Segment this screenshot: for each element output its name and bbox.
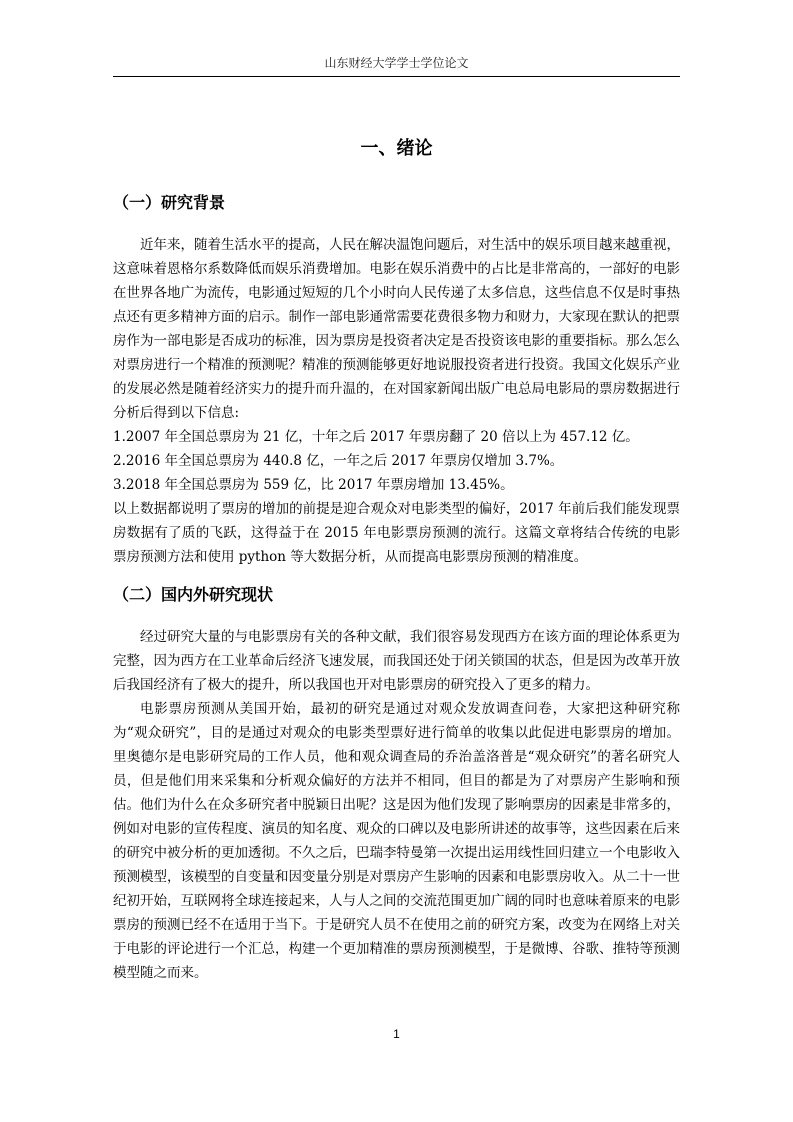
paragraph: 近年来，随着生活水平的提高，人民在解决温饱问题后，对生活中的娱乐项目越来越重视，这意味着恩格尔系数降低而娱乐消费增加。电影在娱乐消费中的占比是非常高的，一部好的电影在世界各地广为流传，电影通过短短的几个小时向人民传递了太多信息，这些信息不仅是时事热点还有更多精神方面的启示。制作一部电影通常需要花费很多物力和财力，大家现在默认的把票房作为一部电影是否成功的标准，因为票房是投资者决定是否投资该电影的重要指标。那么怎么对票房进行一个精准的预测呢？精准的预测能够更好地说服投资者进行投资。我国文化娱乐产业的发展必然是随着经济实力的提升而升温的，在对国家新闻出版广电总局电影局的票房数据进行分析后得到以下信息:	[113, 237, 680, 421]
page-number: 1	[393, 1027, 400, 1041]
chapter-title: 一、绪论	[360, 138, 433, 159]
section-body-research-status	[113, 625, 680, 985]
list-item: 3.2018 年全国总票房为 559 亿，比 2017 年票房增加 13.45%。	[113, 477, 514, 493]
section-title-background: （一）研究背景	[113, 193, 226, 212]
section-title-research-status: （二）国内外研究现状	[113, 585, 274, 604]
running-header: 山东财经大学学士学位论文	[324, 56, 469, 70]
paragraph: 经过研究大量的与电影票房有关的各种文献，我们很容易发现西方在该方面的理论体系更为完整，因为西方在工业革命后经济飞速发展，而我国还处于闭关锁国的状态，但是因为改革开放后我国经济有了极大的提升，所以我国也开对电影票房的研究投入了更多的精力。	[113, 629, 680, 693]
paragraph: 以上数据都说明了票房的增加的前提是迎合观众对电影类型的偏好，2017 年前后我们能发现票房数据有了质的飞跃，这得益于在 2015 年电影票房预测的流行。这篇文章将结合传统的电影票房预测方法和使用 python 等大数据分析，从而提高电影票房预测的精准度。	[113, 501, 680, 565]
header-rule	[113, 76, 680, 77]
list-item: 1.2007 年全国总票房为 21 亿，十年之后 2017 年票房翻了 20 倍以上为 457.12 亿。	[113, 429, 639, 445]
paragraph: 电影票房预测从美国开始，最初的研究是通过对观众发放调查问卷，大家把这种研究称为“观众研究”，目的是通过对观众的电影类型票好进行简单的收集以此促进电影票房的增加。里奥德尔是电影研究局的工作人员，他和观众调查局的乔治盖洛普是“观众研究”的著名研究人员，但是他们用来采集和分析观众偏好的方法并不相同，但目的都是为了对票房产生影响和预估。他们为什么在众多研究者中脱颖日出呢？这是因为他们发现了影响票房的因素是非常多的，例如对电影的宣传程度、演员的知名度、观众的口碑以及电影所讲述的故事等，这些因素在后来的研究中被分析的更加透彻。不久之后，巴瑞李特曼第一次提出运用线性回归建立一个电影收入预测模型，该模型的自变量和因变量分别是对票房产生影响的因素和电影票房收入。从二十一世纪初开始，互联网将全球连接起来，人与人之间的交流范围更加广阔的同时也意味着原来的电影票房的预测已经不在适用于当下。于是研究人员不在使用之前的研究方案，改变为在网络上对关于电影的评论进行一个汇总，构建一个更加精准的票房预测模型，于是微博、谷歌、推特等预测模型随之而来。	[113, 701, 680, 981]
list-item: 2.2016 年全国总票房为 440.8 亿，一年之后 2017 年票房仅增加 3.7%。	[113, 453, 564, 469]
section-body-background	[113, 233, 680, 569]
